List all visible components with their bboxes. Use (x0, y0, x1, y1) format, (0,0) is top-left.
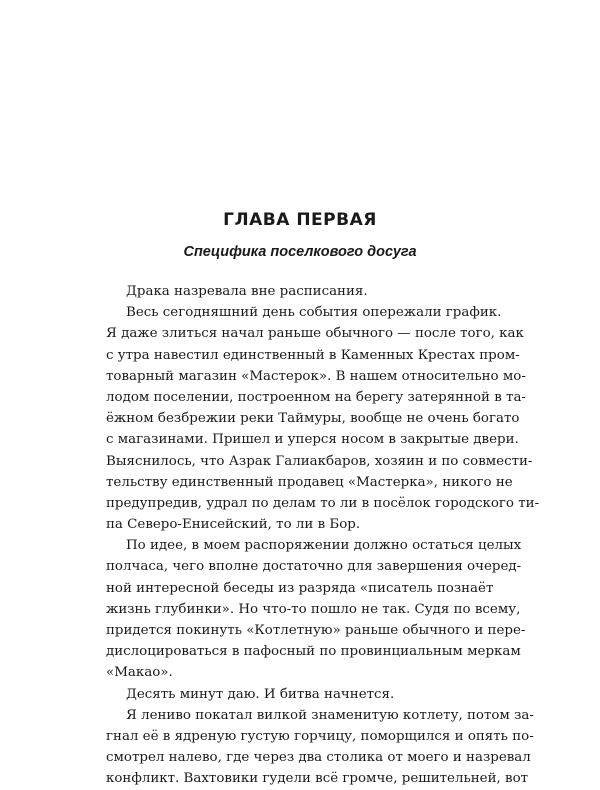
text-line: конфликт. Вахтовики гудели всё громче, решительней, вот (106, 771, 529, 787)
text-line: предупредив, удрал по делам то ли в посёлок городского ти- (106, 495, 540, 511)
text-line: Десять минут даю. И битва начнется. (126, 686, 395, 702)
text-line: ёжном безбрежии реки Таймуры, вообще не очень богато (106, 411, 520, 427)
text-line: Я лениво покатал вилкой знаменитую котлету, потом за- (126, 707, 534, 723)
text-line: По идее, в моем распоряжении должно остаться целых (126, 538, 522, 554)
chapter-body-text (106, 281, 540, 790)
text-line: Выяснилось, что Азрак Галиакбаров, хозяин и по совмести- (106, 453, 533, 469)
paragraph (106, 684, 487, 705)
text-line: лодом поселении, построенном на берегу затерянной в та- (106, 389, 526, 405)
text-line: тельству единственный продавец «Мастерка», никого не (106, 474, 513, 490)
paragraph (106, 705, 534, 790)
text-line: Я даже злиться начал раньше обычного — после того, как (106, 326, 524, 342)
text-line: Весь сегодняшний день события опережали график. (126, 305, 502, 321)
text-line: придется покинуть «Котлетную» раньше обычного и пере- (106, 623, 526, 638)
text-line: «Макао». (106, 665, 173, 681)
text-line: па Северо-Енисейский, то ли в Бор. (106, 517, 361, 533)
paragraph (106, 535, 526, 683)
chapter-subtitle: Специфика поселкового досуга (183, 244, 417, 260)
paragraph (106, 302, 540, 535)
text-line: с утра навестил единственный в Каменных Крестах пром- (106, 347, 520, 363)
text-line: дислоцироваться в пафосный по провинциальным меркам (106, 644, 521, 660)
paragraph (106, 281, 487, 302)
text-line: жизнь глубинки». Но что-то пошло не так. Судя по всему, (106, 601, 521, 617)
text-line: смотрел налево, где через два столика от моего и назревал (106, 750, 531, 766)
text-line: Драка назревала вне расписания. (126, 284, 368, 299)
text-line: с магазинами. Пришел и уперся носом в закрытые двери. (106, 432, 519, 448)
chapter-title: ГЛАВА ПЕРВАЯ (223, 210, 377, 230)
text-line: полчаса, чего вполне достаточно для завершения очеред- (106, 559, 522, 575)
text-line: товарный магазин «Мастерок». В нашем относительно мо- (106, 368, 526, 384)
text-line: гнал её в ядреную густую горчицу, поморщился и опять по- (106, 728, 534, 744)
text-line: ной интересной беседы из разряда «писатель познаёт (106, 580, 494, 596)
